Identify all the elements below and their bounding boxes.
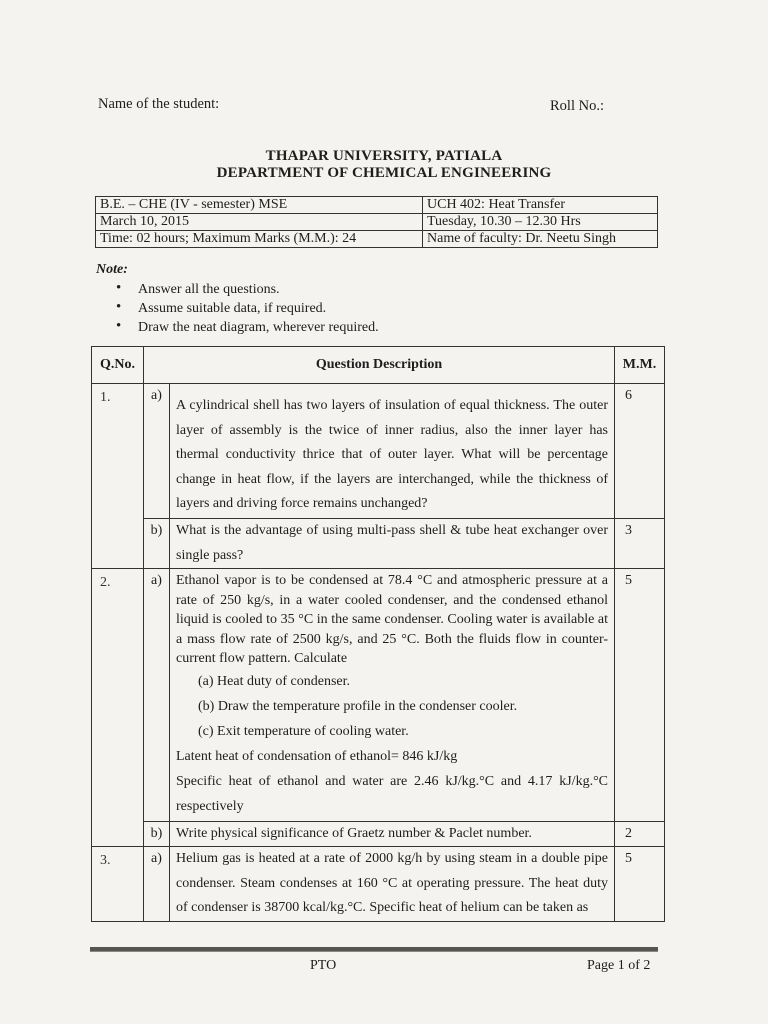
- note-label: Note:: [96, 262, 128, 277]
- question-text: [170, 384, 615, 519]
- question-part: (c) Exit temperature of cooling water.: [198, 723, 409, 739]
- question-row: [92, 821, 665, 847]
- marks-header: M.M.: [615, 347, 665, 384]
- question-marks: 2: [615, 821, 665, 847]
- note-item: • Assume suitable data, if required.: [116, 299, 379, 318]
- table-header-row: [92, 347, 665, 384]
- subject-info: UCH 402: Heat Transfer: [423, 197, 658, 214]
- question-row: [92, 384, 665, 519]
- question-marks: 6: [615, 384, 665, 519]
- exam-info-table: [95, 196, 658, 248]
- description-header: Question Description: [144, 347, 615, 384]
- questions-table: [91, 346, 665, 922]
- sub-question-label: a): [144, 847, 170, 922]
- student-name-label: Name of the student:: [98, 96, 220, 112]
- exam-date: March 10, 2015: [96, 214, 423, 231]
- roll-number-label: Roll No.:: [550, 98, 604, 114]
- sub-question-label: a): [144, 384, 170, 519]
- question-text-body: Write physical significance of Graetz number & Paclet number.: [176, 825, 532, 841]
- question-text-body: A cylindrical shell has two layers of insulation of equal thickness. The outer layer of assembly is the twice of inner radius, also the inner layer has thermal conductivity thrice that of outer layer. What will be percentage change in heat flow, if the layers are interchanged, while the thickness of layers and driving force remains unchanged?: [176, 398, 609, 511]
- question-given-data: Latent heat of condensation of ethanol= 846 kJ/kg: [176, 748, 458, 764]
- question-text: [170, 821, 615, 847]
- question-text: [170, 569, 615, 822]
- question-row: [92, 847, 665, 922]
- exam-time: Tuesday, 10.30 – 12.30 Hrs: [423, 214, 658, 231]
- page-number: Page 1 of 2: [587, 958, 651, 973]
- sub-question-label: b): [144, 519, 170, 569]
- note-list: [116, 280, 379, 337]
- question-row: [92, 519, 665, 569]
- question-given-data: Specific heat of ethanol and water are 2.46 kJ/kg.°C and 4.17 kJ/kg.°C respectively: [176, 773, 609, 814]
- faculty-name: Name of faculty: Dr. Neetu Singh: [423, 231, 658, 248]
- pto-label: PTO: [310, 958, 337, 973]
- question-text: [170, 847, 615, 922]
- question-number: 1.: [92, 384, 144, 569]
- department-title: DEPARTMENT OF CHEMICAL ENGINEERING: [216, 165, 552, 181]
- footer-divider: [90, 947, 658, 952]
- question-intro: Ethanol vapor is to be condensed at 78.4 °C and atmospheric pressure at a rate of 250 kg/s, in a water cooled condenser, and the condensed ethanol liquid is cooled to 35 °C in the same condenser. Cooling water is available at a mass flow rate of 2500 kg/s, and 25 °C. Both the fluids flow in counter-current flow pattern. Calculate: [176, 573, 609, 666]
- question-part: (b) Draw the temperature profile in the condenser cooler.: [198, 698, 518, 714]
- question-text: [170, 519, 615, 569]
- note-item: • Answer all the questions.: [116, 280, 379, 299]
- question-part: (a) Heat duty of condenser.: [198, 673, 350, 689]
- question-marks: 3: [615, 519, 665, 569]
- question-number: 3.: [92, 847, 144, 922]
- question-text-body: What is the advantage of using multi-pass shell & tube heat exchanger over single pass?: [176, 523, 609, 563]
- course-info: B.E. – CHE (IV - semester) MSE: [96, 197, 423, 214]
- duration-marks: Time: 02 hours; Maximum Marks (M.M.): 24: [96, 231, 423, 248]
- qno-header: Q.No.: [92, 347, 144, 384]
- question-marks: 5: [615, 847, 665, 922]
- question-text-body: Helium gas is heated at a rate of 2000 kg/h by using steam in a double pipe condenser. Steam condenses at 160 °C at operating pressure. The heat duty of condenser is 38700 kcal/kg.°C. Specific heat of helium can be taken as: [176, 851, 609, 915]
- question-number: 2.: [92, 569, 144, 847]
- question-row: [92, 569, 665, 822]
- sub-question-label: a): [144, 569, 170, 822]
- note-item: • Draw the neat diagram, wherever required.: [116, 318, 379, 337]
- question-marks: 5: [615, 569, 665, 822]
- university-title: THAPAR UNIVERSITY, PATIALA: [265, 148, 503, 164]
- sub-question-label: b): [144, 821, 170, 847]
